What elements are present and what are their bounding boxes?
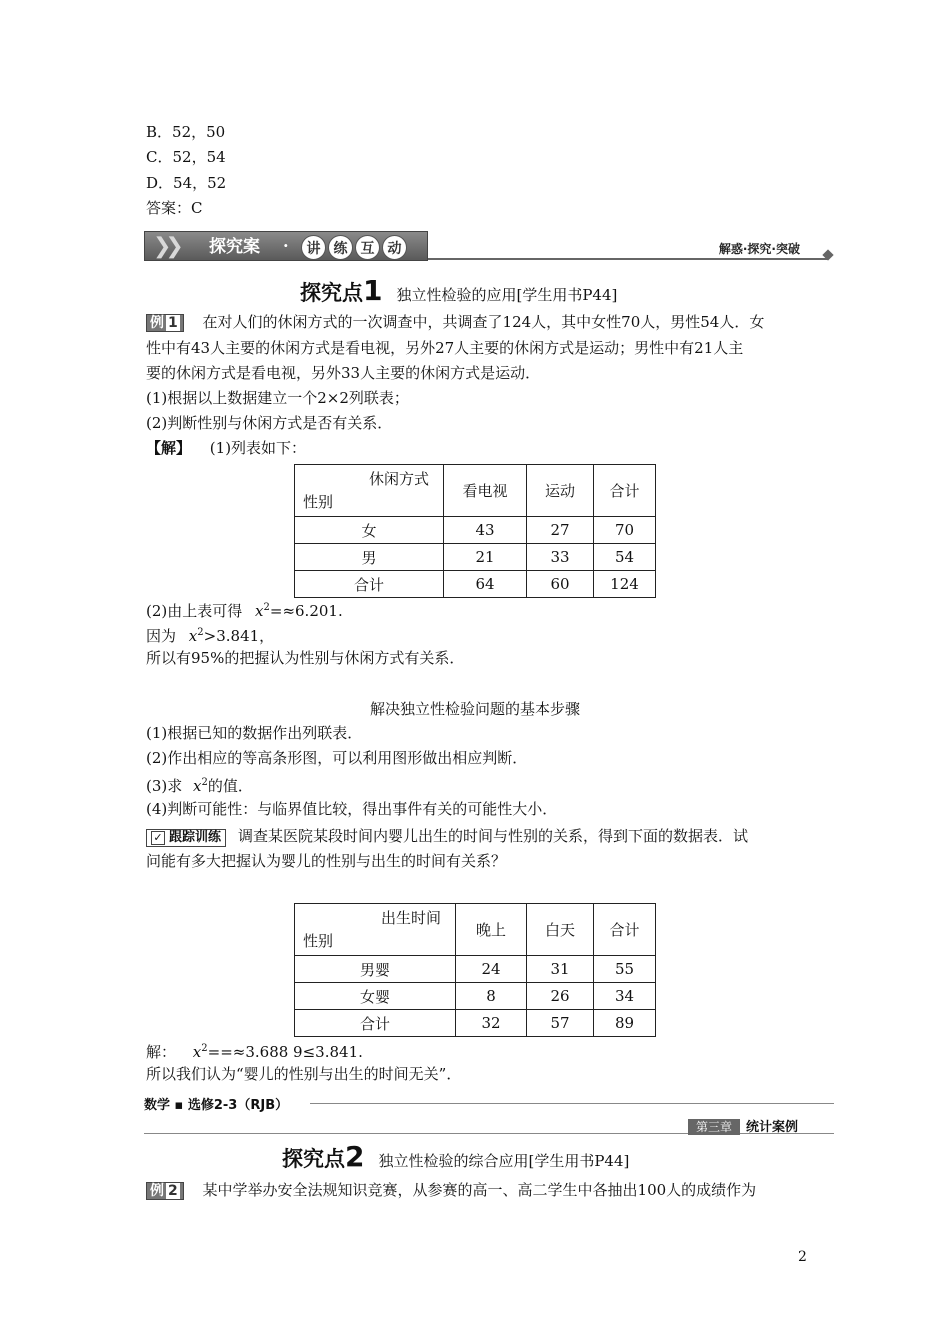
table-cell: 8 xyxy=(456,983,527,1010)
table-header-row xyxy=(295,904,656,956)
option-d: D．54，52 xyxy=(146,174,227,192)
section-title: 探究点 xyxy=(300,281,363,305)
example1-text: 要的休闲方式是看电视，另外33人主要的休闲方式是运动． xyxy=(146,364,541,382)
banner-box xyxy=(144,231,428,261)
banner-rule xyxy=(428,258,828,260)
footer-rule xyxy=(310,1103,834,1104)
chi-symbol: x xyxy=(188,627,198,645)
chi-symbol: x xyxy=(255,602,264,620)
option-b: B．52，50 xyxy=(146,123,226,141)
solution2-text: 解： xyxy=(146,1043,177,1061)
table-corner xyxy=(295,465,444,517)
chevron-icon: ❯❯ xyxy=(153,234,178,259)
chi-symbol: x xyxy=(193,777,202,795)
example1-line xyxy=(146,312,764,332)
method-step: (2)作出相应的等高条形图，可以利用图形做出相应判断． xyxy=(146,749,528,767)
table-cell: 124 xyxy=(594,571,656,598)
solution1-line1 xyxy=(146,598,343,621)
solution1-line2 xyxy=(146,623,274,646)
table-cell: 男 xyxy=(295,544,444,571)
table-cell: 女婴 xyxy=(295,983,456,1010)
table-cell: 合计 xyxy=(295,571,444,598)
solution2-conclusion: 所以我们认为“婴儿的性别与出生的时间无关”． xyxy=(146,1065,462,1083)
section-heading-2 xyxy=(282,1140,629,1173)
table-cell: 21 xyxy=(444,544,527,571)
table-row xyxy=(295,571,656,598)
corner-bottom-label: 性别 xyxy=(303,932,334,950)
example-tag-number: 1 xyxy=(168,315,178,331)
solution1-result: =≈6.201. xyxy=(269,602,343,620)
banner-subtitle xyxy=(301,235,407,260)
table-cell: 55 xyxy=(594,956,656,983)
book-footer: 数学 ▪ 选修2-3（RJB） xyxy=(144,1098,289,1113)
section-subtitle: 独立性检验的应用[学生用书P44] xyxy=(396,286,618,304)
table-header: 晚上 xyxy=(456,904,527,956)
table-cell: 男婴 xyxy=(295,956,456,983)
table-cell: 64 xyxy=(444,571,527,598)
example2-line xyxy=(146,1180,756,1200)
table-header: 合计 xyxy=(594,904,656,956)
solution2-result: ==≈3.688 9≤3.841. xyxy=(207,1043,363,1061)
method-step: (1)根据已知的数据作出列联表． xyxy=(146,724,363,742)
solution-intro xyxy=(146,438,306,458)
page-number: 2 xyxy=(798,1249,807,1265)
example1-text: 性中有43人主要的休闲方式是看电视，另外27人主要的休闲方式是运动；男性中有21人主 xyxy=(146,339,744,357)
example1-text: (1)根据以上数据建立一个2×2列联表； xyxy=(146,389,409,407)
example-tag xyxy=(146,1182,184,1200)
chi-symbol: x xyxy=(192,1043,202,1061)
table-header: 白天 xyxy=(527,904,594,956)
chi-exponent: 2 xyxy=(263,602,270,613)
table-cell: 57 xyxy=(527,1010,594,1037)
table-cell: 31 xyxy=(527,956,594,983)
chi-exponent: 2 xyxy=(197,627,204,638)
training-line xyxy=(146,826,748,847)
table-cell: 43 xyxy=(444,517,527,544)
table-corner xyxy=(295,904,456,956)
table-cell: 27 xyxy=(527,517,594,544)
method-step-text: (3)求 xyxy=(146,777,183,795)
training-text: 问能有多大把握认为婴儿的性别与出生的时间有关系？ xyxy=(146,852,507,870)
solution1-text: (2)由上表可得 xyxy=(146,602,243,620)
banner-dot: · xyxy=(283,236,289,255)
table-row xyxy=(295,983,656,1010)
chi-exponent: 2 xyxy=(201,777,208,788)
method-step-3 xyxy=(146,773,253,796)
table-row xyxy=(295,544,656,571)
banner-char: 动 xyxy=(382,235,407,260)
table-cell: 33 xyxy=(527,544,594,571)
training-label: 跟踪训练 xyxy=(169,830,222,845)
table-cell: 26 xyxy=(527,983,594,1010)
section-subtitle: 独立性检验的综合应用[学生用书P44] xyxy=(378,1152,630,1170)
table-cell: 32 xyxy=(456,1010,527,1037)
solution1-conclusion: 所以有95%的把握认为性别与休闲方式有关系． xyxy=(146,649,465,667)
training-tag xyxy=(146,829,226,847)
chapter-header xyxy=(688,1116,798,1135)
banner-right-label: 解惑·探究·突破 xyxy=(718,242,800,256)
table-cell: 34 xyxy=(594,983,656,1010)
contingency-table-2 xyxy=(294,903,656,1037)
solution1-comparison: >3.841， xyxy=(203,627,275,645)
section-number: 2 xyxy=(345,1140,365,1173)
example-tag xyxy=(146,314,184,332)
example1-text: (2)判断性别与休闲方式是否有关系． xyxy=(146,414,393,432)
table-cell: 女 xyxy=(295,517,444,544)
example-tag-label: 例 xyxy=(150,315,164,331)
corner-top-label: 休闲方式 xyxy=(368,470,429,488)
banner-char: 互 xyxy=(355,235,380,260)
contingency-table-1 xyxy=(294,464,656,598)
corner-top-label: 出生时间 xyxy=(380,909,441,927)
example2-text: 某中学举办安全法规知识竞赛，从参赛的高一、高二学生中各抽出100人的成绩作为 xyxy=(202,1181,757,1199)
table-row xyxy=(295,517,656,544)
section-number: 1 xyxy=(363,274,383,307)
example-tag-number: 2 xyxy=(168,1183,178,1199)
table-header-row xyxy=(295,465,656,517)
training-text: 调查某医院某段时间内婴儿出生的时间与性别的关系，得到下面的数据表．试 xyxy=(238,827,749,845)
section-heading-1 xyxy=(300,274,617,307)
solution-label: 【解】 xyxy=(146,439,192,457)
chi-exponent: 2 xyxy=(201,1043,208,1054)
table-cell: 89 xyxy=(594,1010,656,1037)
table-cell: 70 xyxy=(594,517,656,544)
solution2-line1 xyxy=(146,1039,363,1062)
table-header: 看电视 xyxy=(444,465,527,517)
solution1-text: 因为 xyxy=(146,627,177,645)
banner-char: 练 xyxy=(328,235,353,260)
table-row xyxy=(295,1010,656,1037)
table-header: 运动 xyxy=(527,465,594,517)
table-header: 合计 xyxy=(594,465,656,517)
table-cell: 60 xyxy=(527,571,594,598)
solution-intro-text: (1)列表如下： xyxy=(209,439,307,457)
table-row xyxy=(295,956,656,983)
check-icon: ✓ xyxy=(151,831,165,845)
corner-bottom-label: 性别 xyxy=(303,493,334,511)
example1-text: 在对人们的休闲方式的一次调查中，共调查了124人，其中女性70人，男性54人．女 xyxy=(202,313,765,331)
table-cell: 合计 xyxy=(295,1010,456,1037)
chapter-title: 统计案例 xyxy=(746,1120,799,1135)
chapter-label: 第三章 xyxy=(688,1119,740,1135)
method-title: 解决独立性检验问题的基本步骤 xyxy=(369,700,580,718)
method-step: (4)判断可能性：与临界值比较，得出事件有关的可能性大小． xyxy=(146,800,558,818)
method-step-text: 的值． xyxy=(207,777,253,795)
answer: 答案：C xyxy=(146,199,203,217)
option-c: C．52，54 xyxy=(146,148,226,166)
banner-char: 讲 xyxy=(301,235,326,260)
section-title: 探究点 xyxy=(282,1147,345,1171)
table-cell: 54 xyxy=(594,544,656,571)
section-banner xyxy=(144,229,834,263)
table-cell: 24 xyxy=(456,956,527,983)
example-tag-label: 例 xyxy=(150,1183,164,1199)
banner-title: 探究案 xyxy=(209,237,260,257)
